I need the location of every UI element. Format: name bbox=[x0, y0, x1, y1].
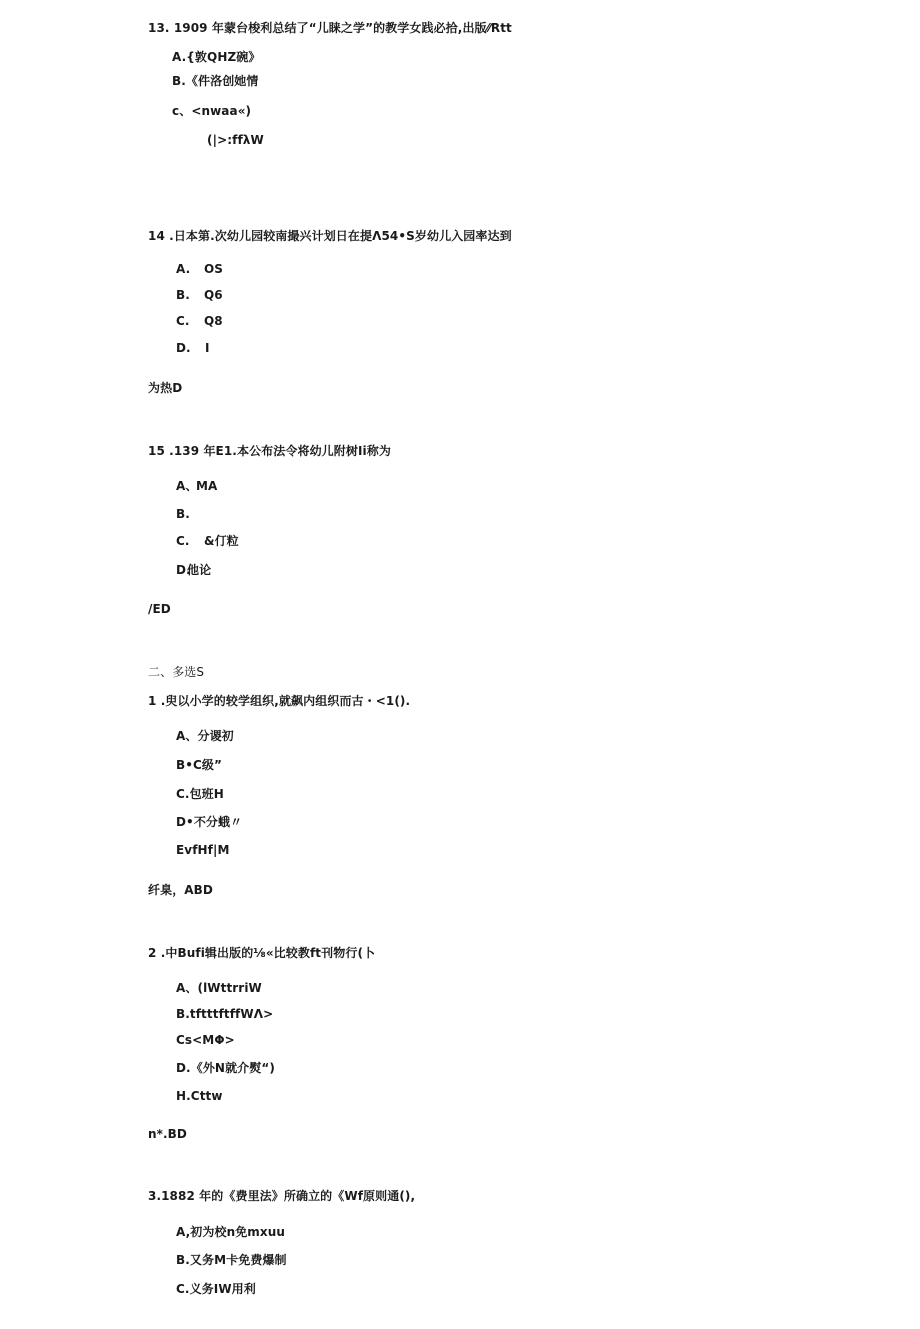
question-13-option-b: B.《件洛创她情 bbox=[172, 74, 259, 88]
question-13-option-c: c、<nwaa«) bbox=[172, 104, 252, 118]
question-14-option-d-letter: D. bbox=[176, 341, 191, 355]
mc-question-2-option-e: H.Cttw bbox=[176, 1089, 223, 1103]
question-15-stem: 15 .139 年E1.本公布法令将幼儿附树Ii称为 bbox=[148, 444, 391, 458]
question-14-option-a-letter: A. bbox=[176, 262, 191, 276]
mc-question-3-option-b: B.又务M卡免费爆制 bbox=[176, 1253, 287, 1267]
mc-question-1-answer: 纤臬，ABD bbox=[148, 883, 213, 897]
question-14-option-c-value: Q8 bbox=[204, 314, 223, 328]
mc-question-2-option-a: A、(lWttrriW bbox=[176, 981, 262, 995]
question-15-option-c-value: &仃粒 bbox=[204, 534, 239, 548]
question-14-option-d-value: I bbox=[205, 341, 210, 355]
mc-question-2-option-c: Cs<MΦ> bbox=[176, 1033, 235, 1047]
question-14-option-c-letter: C. bbox=[176, 314, 190, 328]
question-15-option-a-letter: A、 bbox=[176, 479, 198, 493]
mc-question-3-option-a: A,初为校n免mxuu bbox=[176, 1225, 286, 1239]
question-15-option-c-letter: C. bbox=[176, 534, 190, 548]
mc-question-3-stem: 3.1882 年的《费里法》所确立的《Wf原则通(), bbox=[148, 1189, 416, 1203]
question-14-option-b-value: Q6 bbox=[204, 288, 223, 302]
question-15-option-a-value: MA bbox=[196, 479, 218, 493]
mc-question-1-option-e: EvfHf|M bbox=[176, 843, 230, 857]
question-14-option-a-value: OS bbox=[204, 262, 224, 276]
question-15-option-b-letter: B. bbox=[176, 507, 190, 521]
mc-question-1-option-d: D•不分蛾〃 bbox=[176, 815, 243, 829]
mc-question-2-stem: 2 .中Bufi辑出版的⅛«比较教ft刊物行(卜 bbox=[148, 946, 376, 960]
mc-question-1-option-a: A、分谡初 bbox=[176, 729, 234, 743]
mc-question-2-option-d: D.《外N就介熨“) bbox=[176, 1061, 275, 1075]
question-15-option-d-letter: D. bbox=[176, 563, 191, 577]
question-14-answer: 为热D bbox=[148, 381, 183, 395]
mc-question-1-option-c: C.包班H bbox=[176, 787, 224, 801]
question-15-option-d-value: 他论 bbox=[187, 563, 212, 577]
question-14-option-b-letter: B. bbox=[176, 288, 190, 302]
mc-question-2-option-b: B.tftttftffWΛ> bbox=[176, 1007, 274, 1021]
question-13-stem: 13. 1909 年蒙台梭利总结了“儿睐之学”的教学女践必拾,出版⁄⁄Rtt bbox=[148, 21, 512, 35]
mc-question-1-stem: 1 .臾以小学的较学组织,就飙内组织而古・<1(). bbox=[148, 694, 411, 708]
mc-question-1-option-b: B•C级” bbox=[176, 758, 223, 772]
question-15-answer: /ED bbox=[148, 602, 171, 616]
question-14-stem: 14 .日本第.次幼儿园较南撮兴计划日在提Λ54•S岁幼儿入园率达到 bbox=[148, 229, 512, 243]
section-multiple-choice-title: 二、多选S bbox=[148, 665, 205, 679]
question-13-option-d: (|>:ffλW bbox=[207, 133, 264, 147]
question-13-option-a: A.{敦QHZ碗》 bbox=[172, 50, 261, 64]
mc-question-2-answer: n*.BD bbox=[148, 1127, 187, 1141]
mc-question-3-option-c: C.义务IW用利 bbox=[176, 1282, 256, 1296]
